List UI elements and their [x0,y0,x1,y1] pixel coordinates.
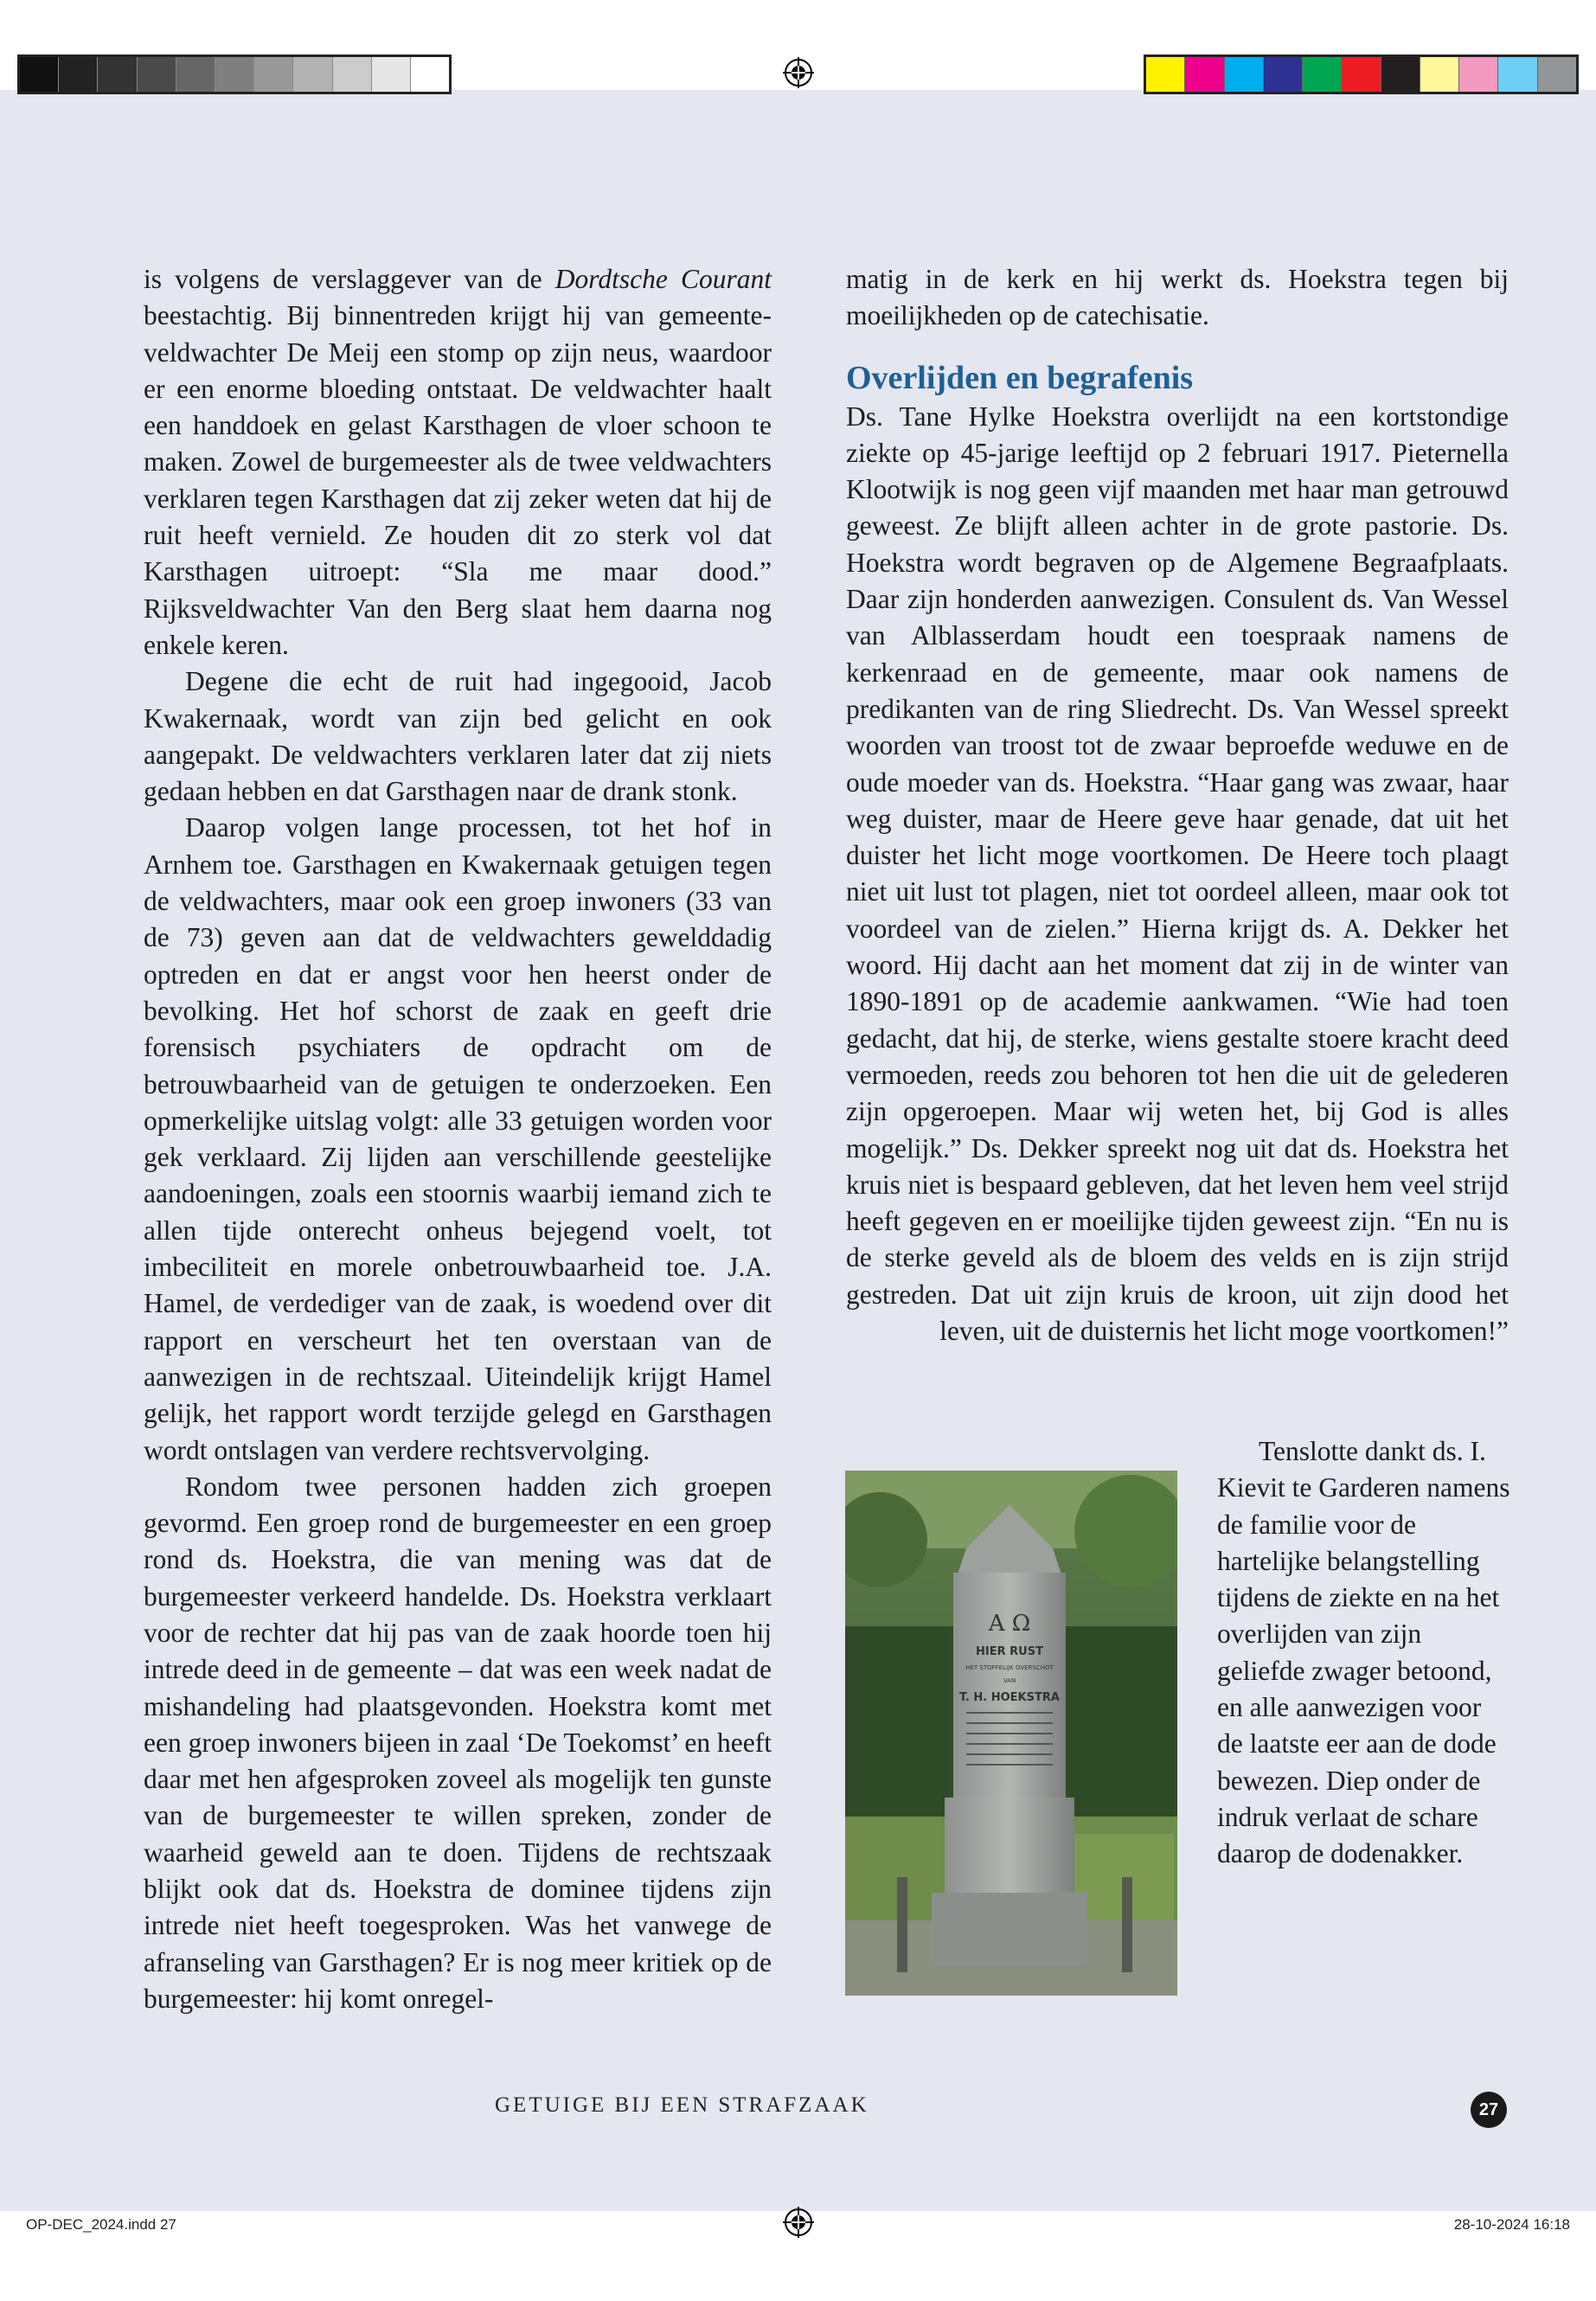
grayscale-swatch [372,57,411,92]
grayscale-swatch [98,57,137,92]
gravestone-symbol: A Ω [988,1611,1031,1637]
newspaper-title: Dordtsche Courant [554,264,772,294]
grayscale-swatch [333,57,372,92]
right-paragraph-2: Ds. Tane Hylke Hoekstra overlijdt na een kortstondige ziekte op 45-jarige leeftijd op 2 februari 1917. Pieternella Klootwijk is nog geen vijf maanden met haar man getrouwd geweest. Ze blijft alleen achter in de grote pastorie. Ds. Hoekstra wordt begraven op de Algemene Begraafplaats. Daar zijn honderden aanwezigen. Consulent ds. Van Wessel van Alblasserdam houdt een toespraak namens de kerkenraad en de gemeente, maar ook namens de predikanten van de ring Sliedrecht. Ds. Van Wessel spreekt woorden van troost tot de zwaar beproefde weduwe en de oude moeder van ds. Hoekstra. “Haar gang was zwaar, haar weg duister, maar de Heere geve haar genade, dat uit het duister het licht moge voortkomen. De Heere toch plaagt niet uit lust tot plagen, niet tot oordeel alleen, maar ook tot voordeel van de zielen.” Hierna krijgt ds. A. Dekker het woord. Hij dacht aan het moment dat zij in de winter van 1890-1891 op de academie aankwamen. “Wie had toen gedacht, dat hij, de sterke, wiens gestalte stoere kracht deed vermoeden, reeds zou behoren tot hen die uit de gelederen zijn opgeroepen. Maar wij weten het, bij God is alles mogelijk.” Ds. Dekker spreekt nog uit dat ds. Hoekstra het kruis niet is bespaard gebleven, dat het leven hem veel strijd heeft gegeven en er moeilijke tijden geweest zijn. “En nu is de sterke geveld als de bloem des velds en is zijn strijd gestreden. Dat uit zijn kruis de kroon, uit zijn dood het leven, uit de duisternis het licht moge voortkomen!” [846,401,1509,1347]
grayscale-swatch [215,57,254,92]
grayscale-swatch [411,57,449,92]
gravestone-name: T. H. HOEKSTRA [959,1691,1060,1704]
left-paragraph-1: is volgens de verslaggever van de Dordtsche Courant beestachtig. Bij binnentreden krijgt hij van gemeente-veldwachter De Meij een stomp op zijn neus, waardoor er een enorme bloeding ontstaat. De veldwachter haalt een handdoek en gelast Karsthagen de vloer schoon te maken. Zowel de burgemeester als de twee veldwachters verklaren tegen Karsthagen dat zij zeker weten dat hij de ruit heeft vernield. Ze houden dit zo sterk vol dat Karsthagen uitroept: “Sla me maar dood.” Rijksveldwachter Van den Berg slaat hem daarna nog enkele keren. [144,264,772,660]
left-paragraph-2: Degene die echt de ruit had ingegooid, Jacob Kwakernaak, wordt van zijn bed gelicht en ook aangepakt. De veldwachters verklaren later dat zij niets gedaan hebben en dat Garsthagen naar de drank stonk. [144,666,772,807]
gravestone-line-1: HIER RUST [976,1645,1043,1658]
color-swatch [1303,57,1342,92]
grayscale-swatch [20,57,59,92]
color-swatch [1264,57,1303,92]
grayscale-calibration-bar [17,54,452,94]
page-number-badge: 27 [1471,2092,1507,2128]
registration-mark-bottom [783,2207,814,2238]
color-swatch [1381,57,1420,92]
grayscale-swatch [293,57,332,92]
gravestone-image [845,1471,1177,1996]
gravestone-line-2: HET STOFFELIJK OVERSCHOT [965,1664,1054,1671]
color-calibration-bar [1144,54,1579,94]
left-paragraph-4: Rondom twee personen hadden zich groepen gevormd. Een groep rond de burgemeester en een groep rond ds. Hoekstra, die van mening was dat de burgemeester verkeerd handelde. Ds. Hoekstra verklaart voor de rechter dat hij pas van de zaak hoorde toen hij intrede deed in de gemeente – dat was een week nadat de mishandeling had plaatsgevonden. Hoekstra komt met een groep inwoners bijeen in zaal ‘De Toekomst’ en heeft daar met hen afgesproken zoveel als mogelijk ten gunste van de burgemeester te willen spreken, zonder de waarheid geweld aan te doen. Tijdens de rechtszaak blijkt ook dat ds. Hoekstra de dominee tijdens zijn intrede niet heeft toegesproken. Was het vanwege de afranseling van Garsthagen? Er is nog meer kritiek op de burgemeester: hij komt onregel- [144,1471,772,2014]
color-swatch [1459,57,1498,92]
color-swatch [1146,57,1185,92]
registration-mark-top [783,57,814,88]
right-narrow-column [1217,1433,1511,1873]
color-swatch [1342,57,1381,92]
gravestone-line-3: VAN [1003,1677,1016,1684]
right-paragraph-1: matig in de kerk en hij werkt ds. Hoekstra tegen bij moeilijkheden op de catechisatie. [846,264,1509,331]
color-swatch [1498,57,1537,92]
running-footer-title: GETUIGE BIJ EEN STRAFZAAK [495,2093,869,2117]
left-column [144,261,772,2017]
color-swatch [1538,57,1576,92]
grayscale-swatch [59,57,98,92]
right-column [846,261,1509,1349]
right-paragraph-3: Tenslotte dankt ds. I. Kievit te Garderen namens de familie voor de hartelijke belangstelling tijdens de ziekte en na het overlijden van zijn geliefde zwager betoond, en alle aanwezigen voor de laatste eer aan de dode bewezen. Diep onder de indruk verlaat de schare daarop de dodenakker. [1217,1436,1510,1869]
left-paragraph-3: Daarop volgen lange processen, tot het hof in Arnhem toe. Garsthagen en Kwakernaak getuigen tegen de veldwachters, maar ook een groep inwoners (33 van de 73) geven aan dat de veldwachters gewelddadig optreden en dat er angst voor hen heerst onder de bevolking. Het hof schorst de zaak en geeft drie forensisch psychiaters de opdracht om de betrouwbaarheid van de getuigen te onderzoeken. Een opmerkelijke uitslag volgt: alle 33 getuigen worden voor gek verklaard. Zij lijden aan verschillende geestelijke aandoeningen, zoals een stoornis waarbij iemand zich te allen tijde onterecht onheus bejegend voelt, tot imbeciliteit en morele onbetrouwbaarheid toe. J.A. Hamel, de verdediger van de zaak, is woedend over dit rapport en verscheurt het ten overstaan van de aanwezigen in de rechtszaal. Uiteindelijk krijgt Hamel gelijk, het rapport wordt terzijde gelegd en Garsthagen wordt ontslagen van verdere rechtsvervolging. [144,812,772,1465]
section-heading: Overlijden en begrafenis [846,359,1194,396]
grayscale-swatch [138,57,176,92]
grayscale-swatch [176,57,215,92]
color-swatch [1185,57,1224,92]
slug-datetime: 28-10-2024 16:18 [1453,2216,1570,2233]
color-swatch [1225,57,1264,92]
color-swatch [1420,57,1459,92]
gravestone-photo [845,1471,1177,1996]
grayscale-swatch [254,57,293,92]
slug-file-info: OP-DEC_2024.indd 27 [26,2216,176,2233]
